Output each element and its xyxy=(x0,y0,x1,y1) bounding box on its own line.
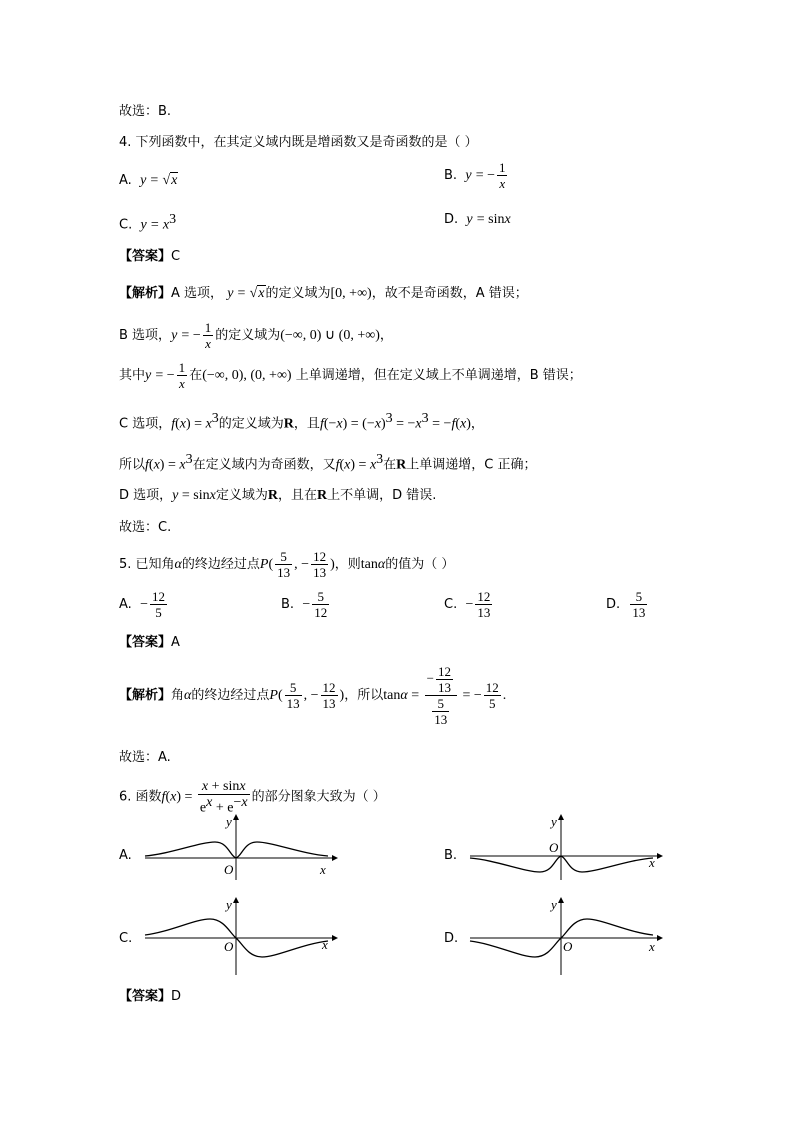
q5-option-d[interactable]: D. $\frac{5}{13}$ xyxy=(606,589,646,620)
q5-stem: 5. 已知角α的终边经过点P( $\frac{5}{13}$ , − $\frac{12}{13}$ )，则tanα的值为（ ） xyxy=(119,549,455,580)
q4-option-c[interactable]: C. $y = x^3$ xyxy=(119,212,177,233)
q4-analysis-line-6: D 选项，y = sinx定义域为R，且在R上不单调，D 错误. xyxy=(119,488,437,503)
q4-analysis-line-1: 【解析】A 选项， y = √x的定义域为[0, +∞)，故不是奇函数，A 错误； xyxy=(119,286,528,301)
q6-graph-d xyxy=(465,895,665,977)
q4-analysis-line-3: 其中y = − $\frac{1}{x}$ 在(−∞, 0), (0, +∞) 上单调递增，但在定义域上不单调递增，B 错误； xyxy=(119,360,582,391)
q6-graph-c xyxy=(140,895,340,977)
graph-d-origin: O xyxy=(563,939,573,954)
graph-b-origin: O xyxy=(549,840,559,855)
q5-option-a[interactable]: A. − $\frac{12}{5}$ xyxy=(119,589,165,620)
graph-d-y-label: y xyxy=(551,897,557,912)
q4-analysis-line-2: B 选项，y = − $\frac{1}{x}$ 的定义域为(−∞, 0) ∪ (0, +∞)， xyxy=(119,320,393,351)
q4-option-b[interactable]: B. y = − $\frac{1}{x}$ xyxy=(444,160,506,191)
q4-analysis-line-4: C 选项，$f(x) = x^3$的定义域为R，且$f(-x) = (-x)^3 = -x^3 = -f(x)$， xyxy=(119,411,484,432)
q4-option-d[interactable]: D. y = sinx xyxy=(444,212,511,227)
graph-c-y-label: y xyxy=(226,897,232,912)
graph-c-x-label: x xyxy=(322,937,328,952)
graph-a-y-label: y xyxy=(226,814,232,829)
q4-analysis-line-5: 所以$f(x) = x^3$在定义域内为奇函数，又$f(x) = x^3$在R上单调递增，C 正确； xyxy=(119,452,537,473)
q5-choice: 故选：A. xyxy=(119,750,171,765)
graph-c-origin: O xyxy=(224,939,234,954)
q4-option-a[interactable]: A. y = √x xyxy=(119,173,178,188)
graph-b-x-label: x xyxy=(649,855,655,870)
graph-a-origin: O xyxy=(224,862,234,877)
q4-stem: 4. 下列函数中，在其定义域内既是增函数又是奇函数的是（ ） xyxy=(119,135,478,150)
graph-d-x-label: x xyxy=(649,939,655,954)
q6-option-b[interactable]: B. xyxy=(444,848,458,863)
graph-b-y-label: y xyxy=(551,814,557,829)
q4-answer: 【答案】C xyxy=(119,249,181,264)
q6-answer: 【答案】D xyxy=(119,989,182,1004)
q5-option-b[interactable]: B. − $\frac{5}{12}$ xyxy=(281,589,328,620)
graph-a-x-label: x xyxy=(320,862,326,877)
q5-option-c[interactable]: C. − $\frac{12}{13}$ xyxy=(444,589,491,620)
q5-answer: 【答案】A xyxy=(119,635,180,650)
q6-graph-b xyxy=(465,812,665,882)
q6-option-a[interactable]: A. xyxy=(119,848,132,863)
q6-stem: 6. 函数f(x) = $\frac{x + \sin x}{e^x + e^{-x}}$ 的部分图象大致为（ ） xyxy=(119,779,386,816)
q5-analysis: 【解析】角α的终边经过点P( $\frac{5}{13}$ , − $\frac{12}{13}$ )，所以tanα = − $\frac{12}{13}$ $\frac{5}{13}$ = − $\frac{12}{5}$ . xyxy=(119,664,507,727)
prev-answer-choice: 故选：B. xyxy=(119,104,172,119)
q6-option-c[interactable]: C. xyxy=(119,931,133,946)
q6-graph-a xyxy=(140,812,340,882)
q4-choice: 故选：C. xyxy=(119,520,172,535)
q6-option-d[interactable]: D. xyxy=(444,931,459,946)
